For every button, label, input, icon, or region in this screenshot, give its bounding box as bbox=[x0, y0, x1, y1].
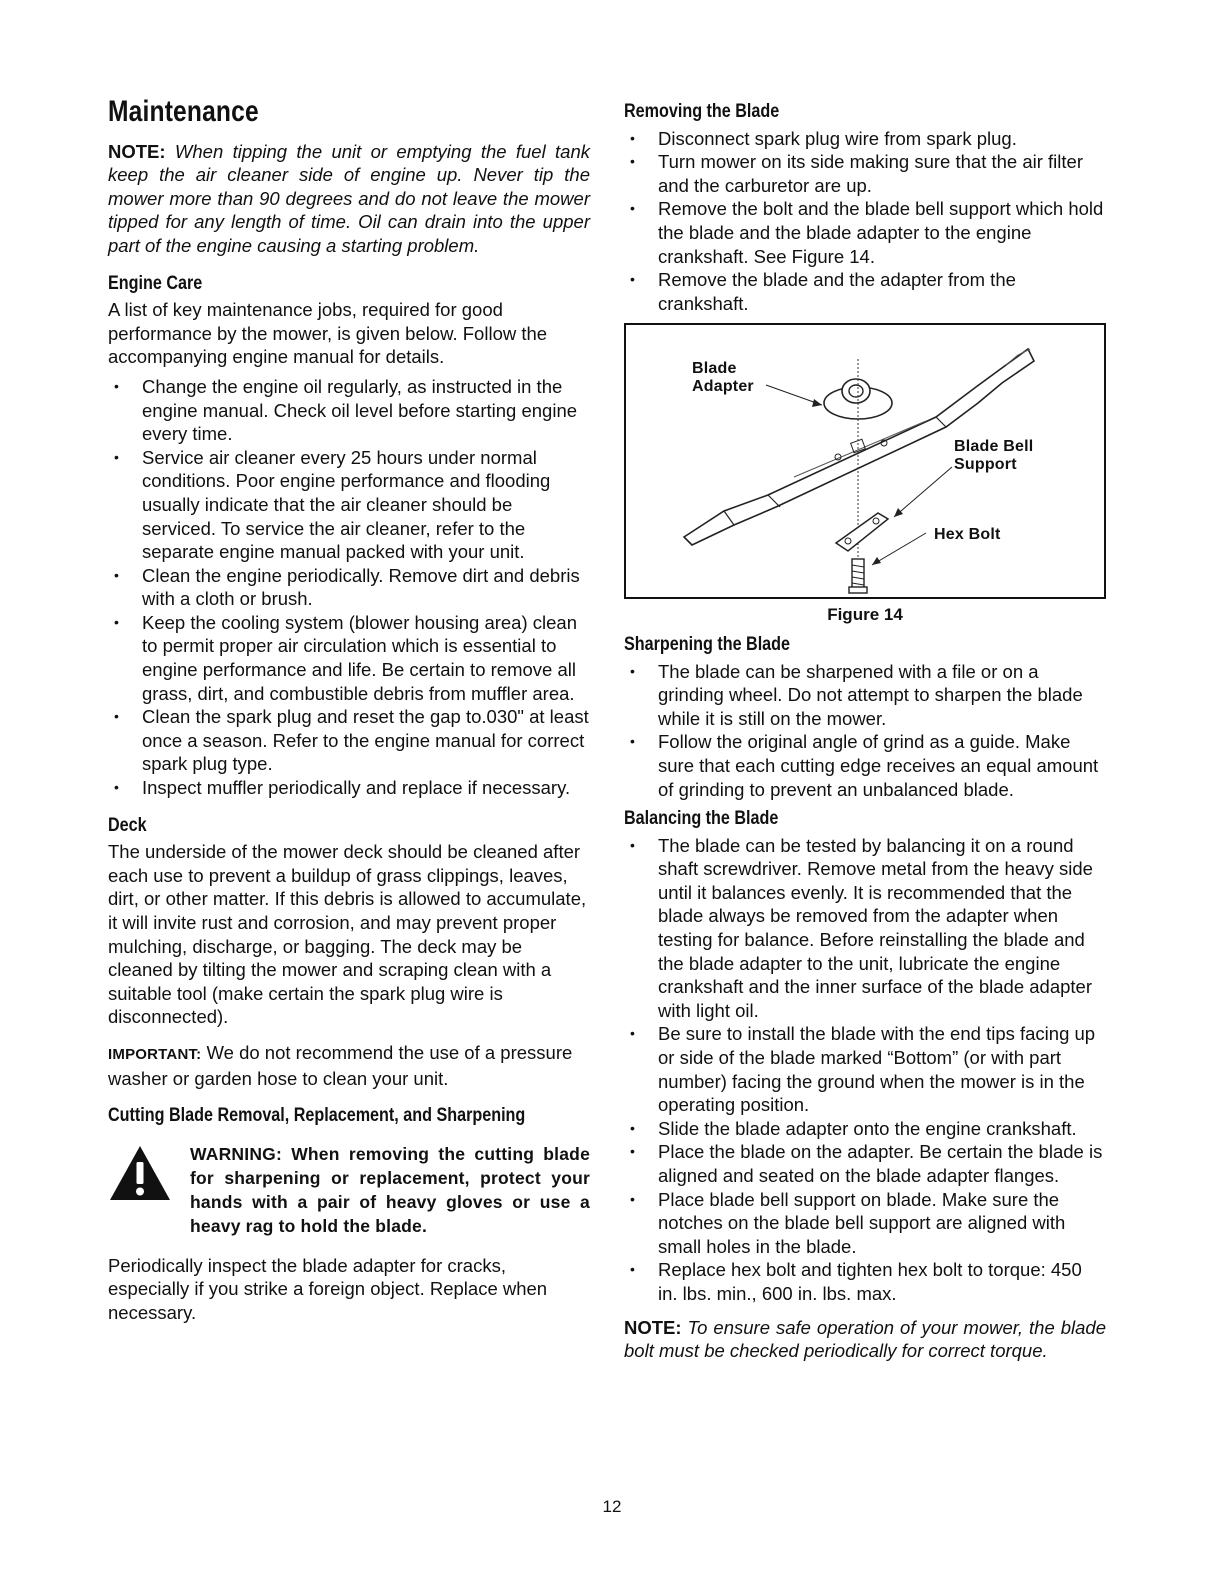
list-item: • Turn mower on its side making sure that the air filter and the carburetor are up. bbox=[624, 150, 1106, 197]
label-blade: Blade bbox=[692, 360, 737, 378]
label-blade-bell: Blade Bell bbox=[954, 438, 1034, 456]
list-item: • The blade can be tested by balancing it on a round shaft screwdriver. Remove metal from the heavy side until it balances evenly. It is recommended that the blade always be removed from the adapter when testing for balance. Before reinstalling the blade and the blade adapter to the unit, lubricate the engine crankshaft and the inner surface of the blade adapter with light oil. bbox=[624, 834, 1106, 1023]
tipping-note bbox=[108, 140, 590, 258]
note-label: NOTE: bbox=[624, 1316, 682, 1338]
label-hex-bolt: Hex Bolt bbox=[934, 526, 1001, 544]
list-item: • Remove the bolt and the blade bell support which hold the blade and the blade adapter to the engine crankshaft. See Figure 14. bbox=[624, 197, 1106, 268]
list-item: • Place blade bell support on blade. Make sure the notches on the blade bell support are aligned with small holes in the blade. bbox=[624, 1188, 1106, 1259]
removing-blade-list bbox=[624, 127, 1106, 316]
list-item: • Keep the cooling system (blower housing area) clean to permit proper air circulation which is essential to engine performance and life. Be certain to remove all grass, dirt, and combustible debris from muffler area. bbox=[108, 611, 590, 705]
warning-label: WARNING: bbox=[190, 1143, 283, 1164]
important-label: IMPORTANT: bbox=[108, 1045, 202, 1063]
inspect-adapter-text: Periodically inspect the blade adapter for cracks, especially if you strike a foreign object. Replace when necessary. bbox=[108, 1254, 548, 1323]
blade-bell-support-shape bbox=[836, 513, 888, 551]
list-item: • Follow the original angle of grind as a guide. Make sure that each cutting edge receives an equal amount of grinding to prevent an unbalanced blade. bbox=[624, 730, 1106, 801]
note-text: When tipping the unit or emptying the fuel tank keep the air cleaner side of engine up. Never tip the mower more than 90 degrees and do not leave the mower tipped for any length of time. Oil can drain into the upper part of the engine causing a starting problem. bbox=[108, 140, 590, 256]
list-item: • Be sure to install the blade with the end tips facing up or side of the blade marked “Bottom” (or with part number) facing the ground when the mower is in the operating position. bbox=[624, 1022, 1106, 1116]
list-item: • Remove the blade and the adapter from the crankshaft. bbox=[624, 268, 1106, 315]
warning-block bbox=[108, 1142, 590, 1238]
list-item: • Change the engine oil regularly, as instructed in the engine manual. Check oil level before starting engine every time. bbox=[108, 375, 590, 446]
balancing-heading: Balancing the Blade bbox=[624, 808, 779, 830]
list-item: • Service air cleaner every 25 hours under normal conditions. Poor engine performance and flooding usually indicate that the air cleaner should be serviced. To service the air cleaner, refer to the separate engine manual packed with your unit. bbox=[108, 446, 590, 564]
engine-care-intro: A list of key maintenance jobs, required for good performance by the mower, is given below. Follow the accompanying engine manual for details. bbox=[108, 299, 548, 368]
deck-text: The underside of the mower deck should be cleaned after each use to prevent a buildup of grass clippings, leaves, dirt, or other matter. If this debris is allowed to accumulate, it will invite rust and corrosion, and may prevent proper mulching, discharge, or bagging. The deck may be cleaned by tilting the mower and scraping clean with a suitable tool (make certain the spark plug wire is disconnected). bbox=[108, 841, 587, 1028]
engine-care-heading: Engine Care bbox=[108, 272, 203, 294]
deck-heading: Deck bbox=[108, 814, 147, 836]
torque-note bbox=[624, 1316, 1106, 1363]
list-item: • The blade can be sharpened with a file or on a grinding wheel. Do not attempt to sharpen the blade while it is still on the mower. bbox=[624, 660, 1106, 731]
cutting-blade-heading: Cutting Blade Removal, Replacement, and Sharpening bbox=[108, 1105, 526, 1127]
important-note bbox=[108, 1041, 590, 1090]
sharpening-heading: Sharpening the Blade bbox=[624, 633, 791, 655]
list-item: • Disconnect spark plug wire from spark plug. bbox=[624, 127, 1106, 151]
note-text: To ensure safe operation of your mower, the blade bolt must be checked periodically for correct torque. bbox=[624, 1316, 1106, 1362]
balancing-list bbox=[624, 834, 1106, 1306]
sharpening-list bbox=[624, 660, 1106, 802]
list-item: • Replace hex bolt and tighten hex bolt to torque: 450 in. lbs. min., 600 in. lbs. max. bbox=[624, 1258, 1106, 1305]
list-item: • Clean the engine periodically. Remove dirt and debris with a cloth or brush. bbox=[108, 564, 590, 611]
list-item: • Inspect muffler periodically and replace if necessary. bbox=[108, 776, 590, 800]
label-adapter: Adapter bbox=[692, 378, 754, 396]
engine-care-list bbox=[108, 375, 590, 800]
label-support: Support bbox=[954, 456, 1017, 474]
list-item: • Clean the spark plug and reset the gap to.030" at least once a season. Refer to the engine manual for correct spark plug type. bbox=[108, 705, 590, 776]
figure-14 bbox=[624, 323, 1106, 599]
page-title: Maintenance bbox=[108, 95, 259, 128]
right-column bbox=[624, 96, 1106, 1369]
removing-blade-heading: Removing the Blade bbox=[624, 101, 780, 122]
note-label: NOTE: bbox=[108, 140, 166, 162]
list-item: • Slide the blade adapter onto the engine crankshaft. bbox=[624, 1117, 1106, 1141]
left-column bbox=[108, 96, 590, 1331]
warning-triangle-icon bbox=[108, 1144, 172, 1202]
warning-text: When removing the cutting blade for sharpening or replacement, protect your hands with a pair of heavy gloves or use a heavy rag to hold the blade. bbox=[190, 1143, 590, 1236]
list-item: • Place the blade on the adapter. Be certain the blade is aligned and seated on the blade adapter flanges. bbox=[624, 1140, 1106, 1187]
important-text: We do not recommend the use of a pressure washer or garden hose to clean your unit. bbox=[108, 1041, 573, 1089]
page-number: 12 bbox=[602, 1497, 622, 1516]
figure-caption: Figure 14 bbox=[827, 605, 903, 625]
